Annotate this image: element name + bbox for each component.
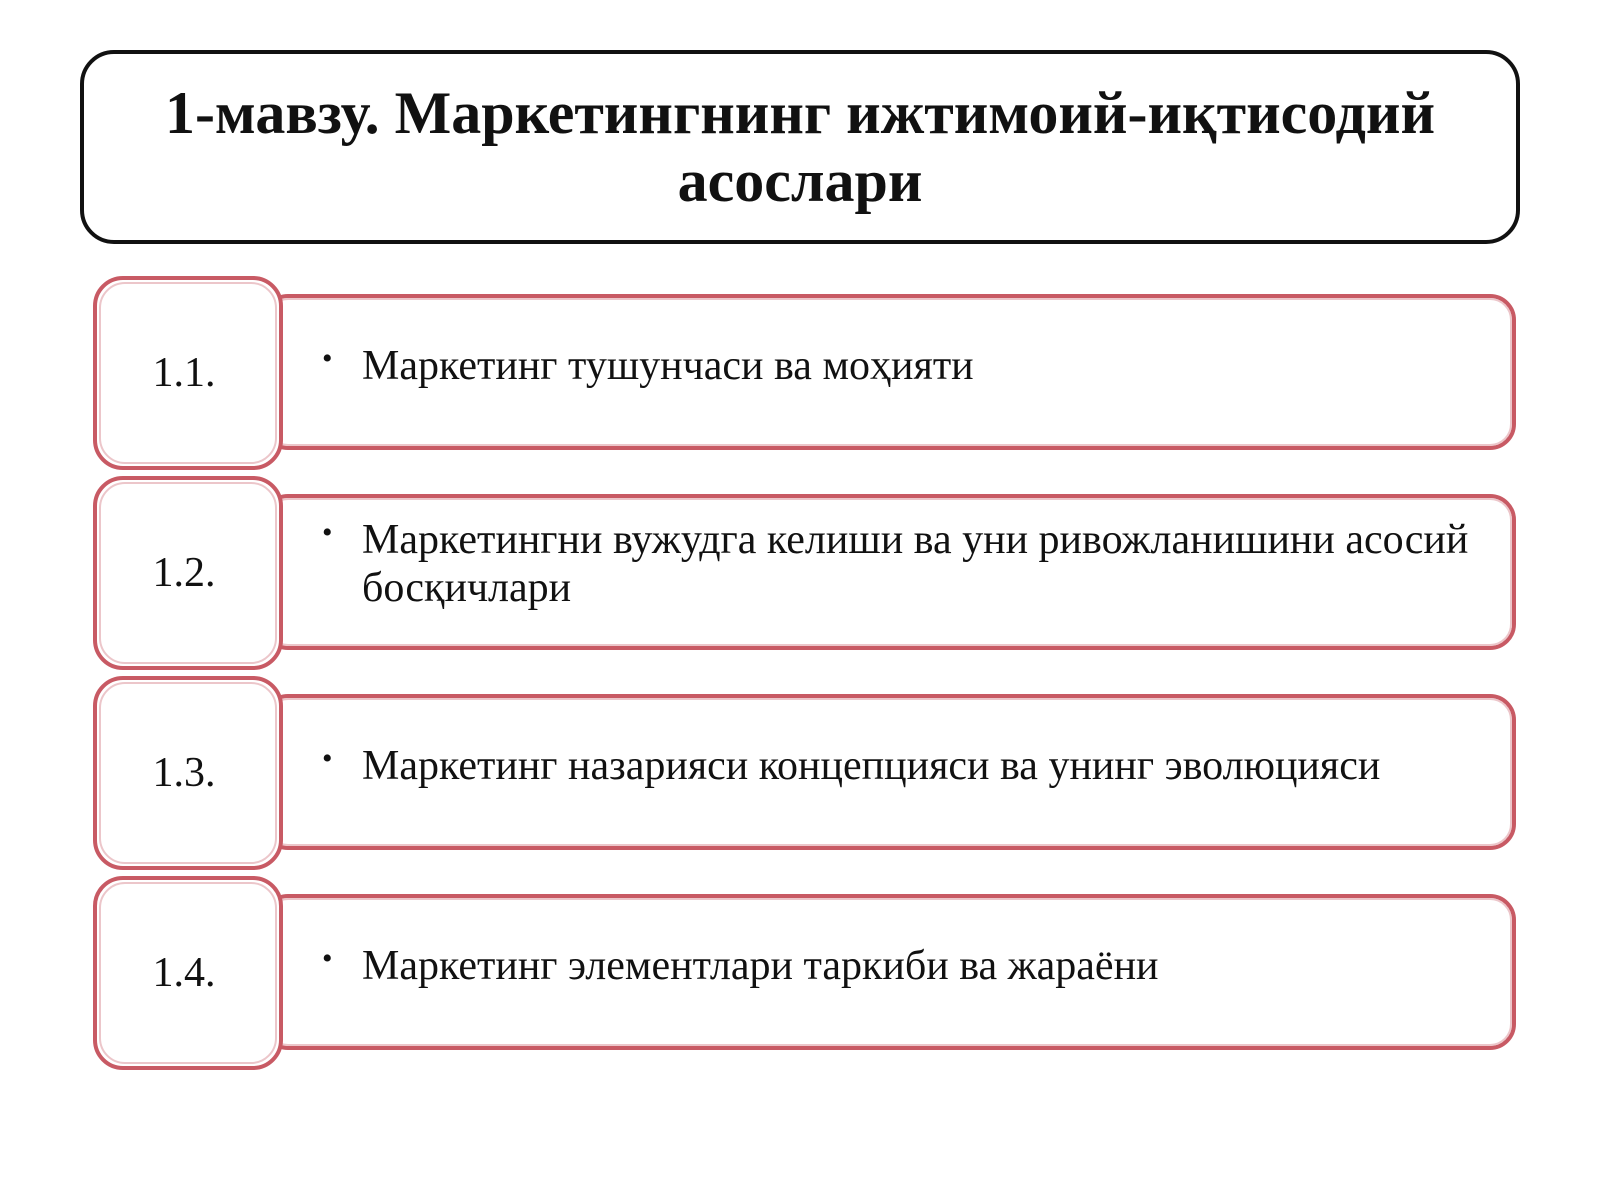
topic-text: Маркетингни вужудга келиши ва уни ривожланишини асосий босқичлари [362, 517, 1469, 611]
topic-row-2 [0, 476, 1600, 672]
topic-text: Маркетинг тушунчаси ва моҳияти [362, 343, 974, 389]
topic-item [322, 342, 1490, 390]
title-line-2: асослари [677, 148, 923, 214]
topic-item [322, 516, 1490, 612]
topic-row-3 [0, 676, 1600, 872]
bullet-icon: • [322, 342, 333, 375]
title-box [80, 50, 1520, 244]
bullet-icon: • [322, 516, 333, 549]
topic-number: 1.1. [152, 350, 216, 396]
topic-row-4 [0, 876, 1600, 1072]
topic-number: 1.4. [152, 950, 216, 996]
topic-number: 1.2. [152, 550, 216, 596]
topic-number-box [93, 876, 283, 1070]
bullet-icon: • [322, 742, 333, 775]
topic-number-box [93, 676, 283, 870]
topic-text: Маркетинг назарияси концепцияси ва унинг эволюцияси [362, 743, 1381, 789]
topic-item [322, 742, 1490, 790]
topic-number-box [93, 276, 283, 470]
bullet-icon: • [322, 942, 333, 975]
topic-number-box [93, 476, 283, 670]
topic-row-1 [0, 276, 1600, 472]
title-line-1: 1-мавзу. Маркетингнинг ижтимоий-иқтисодий [164, 80, 1436, 146]
topic-item [322, 942, 1490, 990]
topic-text: Маркетинг элементлари таркиби ва жараёни [362, 943, 1159, 989]
topic-number: 1.3. [152, 750, 216, 796]
